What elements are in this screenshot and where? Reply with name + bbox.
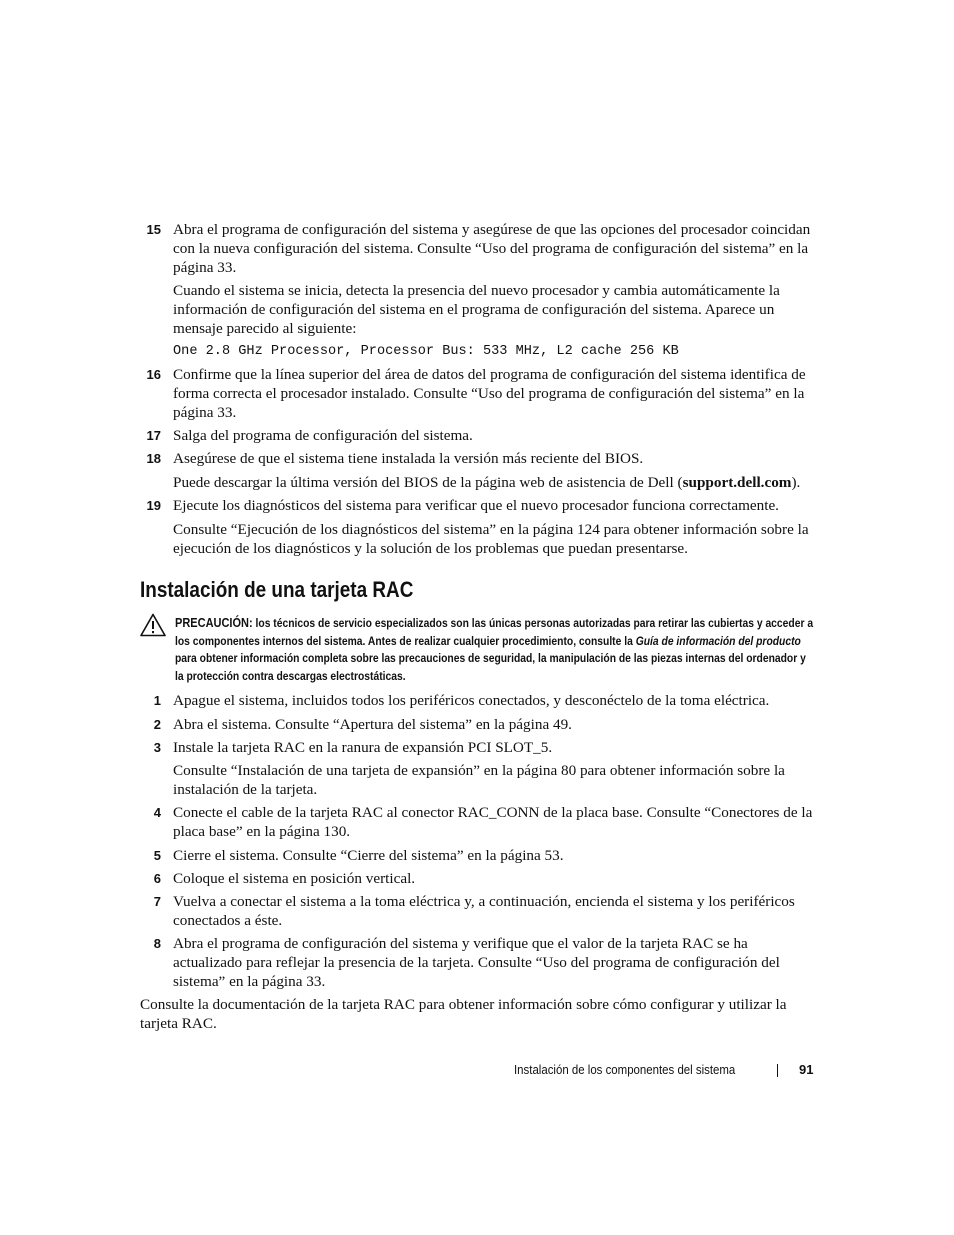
caution-text: para obtener información completa sobre las precauciones de seguridad, la manipulación de las piezas internas del ordenador y la protección contra descargas electrostáticas. bbox=[175, 651, 806, 683]
section-heading: Instalación de una tarjeta RAC bbox=[140, 577, 414, 602]
note-text: Puede descargar la última versión del BIOS de la página web de asistencia de Dell ( bbox=[173, 474, 683, 491]
step-note: Consulte “Instalación de una tarjeta de expansión” en la página 80 para obtener información sobre la instalación de la tarjeta. bbox=[173, 762, 785, 798]
step-note: Consulte “Ejecución de los diagnósticos del sistema” en la página 124 para obtener información sobre la ejecución de los diagnósticos y la solución de los problemas que puedan presentarse. bbox=[173, 521, 809, 557]
caution-note bbox=[175, 614, 816, 685]
step-number: 1 bbox=[153, 693, 161, 708]
guide-title: Guía de información del producto bbox=[635, 633, 801, 648]
step-text: Cierre el sistema. Consulte “Cierre del sistema” en la página 53. bbox=[173, 847, 564, 864]
step-text: Instale la tarjeta RAC en la ranura de expansión PCI SLOT_5. bbox=[173, 739, 553, 756]
footer-title: Instalación de los componentes del sistema bbox=[514, 1062, 736, 1077]
support-link[interactable]: support.dell.com bbox=[682, 474, 792, 491]
step-number: 2 bbox=[153, 717, 161, 732]
step-number: 17 bbox=[146, 428, 161, 443]
page-number: 91 bbox=[799, 1062, 814, 1077]
footer-divider bbox=[777, 1064, 778, 1077]
step-text: Confirme que la línea superior del área de datos del programa de configuración del sistema identifica de forma correcta el procesador instalado. Consulte “Uso del programa de configuración del sistema” en la página 33. bbox=[173, 366, 806, 421]
step-number: 6 bbox=[153, 871, 161, 886]
step-number: 16 bbox=[146, 367, 161, 382]
step-text: Asegúrese de que el sistema tiene instalada la versión más reciente del BIOS. bbox=[173, 450, 644, 467]
step-text: Vuelva a conectar el sistema a la toma eléctrica y, a continuación, encienda el sistema y los periféricos conectados a éste. bbox=[173, 893, 795, 929]
step-number: 19 bbox=[146, 498, 161, 513]
warning-icon bbox=[140, 613, 166, 637]
step-text: Salga del programa de configuración del sistema. bbox=[173, 427, 473, 444]
step-number: 8 bbox=[153, 936, 161, 951]
step-text: Abra el sistema. Consulte “Apertura del sistema” en la página 49. bbox=[173, 716, 572, 733]
step-text: Abra el programa de configuración del sistema y verifique que el valor de la tarjeta RAC se ha actualizado para reflejar la presencia de la tarjeta. Consulte “Uso del programa de configuración del sistema” en la página 33. bbox=[173, 935, 780, 990]
step-number: 15 bbox=[146, 222, 161, 237]
note-text: ). bbox=[791, 474, 801, 491]
step-text: Coloque el sistema en posición vertical. bbox=[173, 870, 416, 887]
step-text: Abra el programa de configuración del sistema y asegúrese de que las opciones del procesador coincidan con la nueva configuración del sistema. Consulte “Uso del programa de configuración del sistema” en la página 33. bbox=[173, 221, 811, 276]
step-text: Ejecute los diagnósticos del sistema para verificar que el nuevo procesador funciona correctamente. bbox=[173, 497, 779, 514]
step-number: 7 bbox=[153, 894, 161, 909]
step-note bbox=[173, 473, 815, 492]
closing-paragraph: Consulte la documentación de la tarjeta RAC para obtener información sobre cómo configurar y utilizar la tarjeta RAC. bbox=[140, 996, 787, 1032]
step-text: Conecte el cable de la tarjeta RAC al conector RAC_CONN de la placa base. Consulte “Conectores de la placa base” en la página 130. bbox=[173, 804, 813, 840]
caution-text: los técnicos de servicio especializados son las únicas personas autorizadas para retirar las cubiertas y acceder a los componentes internos del sistema. Antes de realizar cualquier procedimiento, consulte la bbox=[175, 616, 814, 648]
step-number: 4 bbox=[153, 805, 161, 820]
step-number: 5 bbox=[153, 848, 161, 863]
code-sample: One 2.8 GHz Processor, Processor Bus: 533 MHz, L2 cache 256 KB bbox=[173, 344, 679, 359]
step-text: Apague el sistema, incluidos todos los periféricos conectados, y desconéctelo de la toma eléctrica. bbox=[173, 692, 770, 709]
caution-label: PRECAUCIÓN: bbox=[175, 615, 253, 630]
step-note: Cuando el sistema se inicia, detecta la presencia del nuevo procesador y cambia automáticamente la información de configuración del sistema en el programa de configuración del sistema. Aparece un mensaje parecido al siguiente: bbox=[173, 282, 780, 337]
step-number: 3 bbox=[153, 740, 161, 755]
step-number: 18 bbox=[146, 451, 161, 466]
